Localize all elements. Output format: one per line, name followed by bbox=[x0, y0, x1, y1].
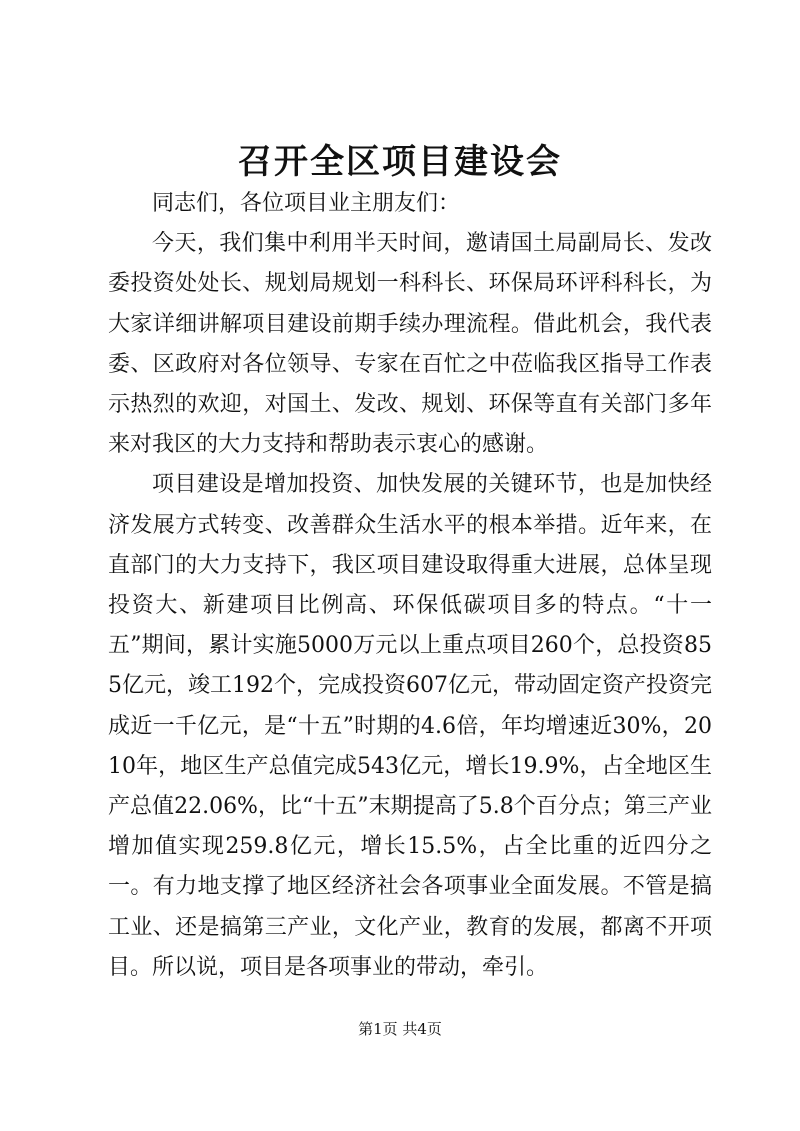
salutation-paragraph: 同志们，各位项目业主朋友们： bbox=[152, 191, 461, 216]
body-paragraph-2: 项目建设是增加投资、加快发展的关键环节，也是加快经济发展方式转变、改善群众生活水平的根本举措。近年来，在直部门的大力支持下，我区项目建设取得重大进展，总体呈现投资大、新建项目比例高、环保低碳项目多的特点。“十一五”期间，累计实施5000万元以上重点项目260个，总投资855亿元，竣工192个，完成投资607亿元，带动固定资产投资完成近一千亿元，是“十五”时期的4.6倍，年均增速近30%，2010年，地区生产总值完成543亿元，增长19.9%，占全地区生产总值22.06%，比“十五”末期提高了5.8个百分点；第三产业增加值实现259.8亿元，增长15.5%，占全比重的近四分之一。有力地支撑了地区经济社会各项事业全面发展。不管是搞工业、还是搞第三产业，文化产业，教育的发展，都离不开项目。所以说，项目是各项事业的带动，牵引。 bbox=[108, 472, 712, 980]
body-paragraph-1: 今天，我们集中利用半天时间，邀请国土局副局长、发改委投资处处长、规划局规划一科科长、环保局环评科科长，为大家详细讲解项目建设前期手续办理流程。借此机会，我代表委、区政府对各位领导、专家在百忙之中莅临我区指导工作表示热烈的欢迎，对国土、发改、规划、环保等直有关部门多年来对我区的大力支持和帮助表示衷心的感谢。 bbox=[108, 231, 712, 458]
page-footer: 第1页 共4页 bbox=[358, 1020, 442, 1038]
document-title: 召开全区项目建设会 bbox=[238, 142, 562, 182]
document-body bbox=[108, 184, 712, 988]
